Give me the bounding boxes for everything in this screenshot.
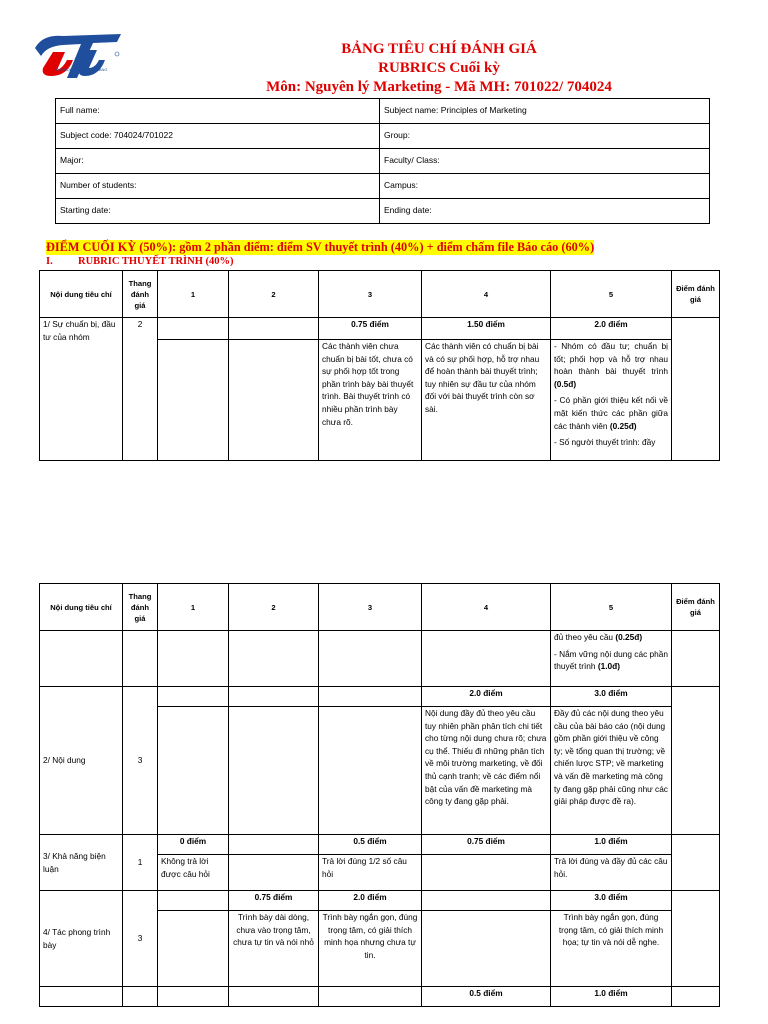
content-level-5-desc: Đầy đủ các nội dung theo yêu cầu của bài báo cáo (nội dung gồm phần giới thiệu về công ty; về tổng quan thị trường; về chiến lược STP; về marketing và vấn đề marketing mà công ty đang gặp phải cũng như các giải pháp được đề ra). (551, 707, 672, 835)
scale-preparation: 2 (123, 318, 158, 461)
prep-level-4-points: 1.50 điểm (422, 318, 551, 340)
rubric-table-part-2 (39, 583, 720, 1007)
criteria-argumentation: 3/ Khả năng biện luận (40, 835, 123, 891)
criteria-presentation-style: 4/ Tác phong trình bày (40, 891, 123, 987)
rubric-heading (46, 256, 234, 267)
style-level-5-desc: Trình bày ngắn gọn, đúng trọng tâm, có giải thích minh họa; tự tin và nói dễ nghe. (551, 911, 672, 987)
header-level-3: 3 (319, 584, 422, 631)
next-level-5-points: 1.0 điểm (551, 987, 672, 1007)
content-level-5-points: 3.0 điểm (551, 687, 672, 707)
rubric-table-part-1 (39, 270, 720, 461)
argue-level-3-points: 0.5 điểm (319, 835, 422, 855)
header-scale: Thang đánh giá (123, 584, 158, 631)
argue-level-3-desc: Trả lời đúng 1/2 số câu hỏi (319, 855, 422, 891)
style-level-5-points: 3.0 điểm (551, 891, 672, 911)
header-score: Điểm đánh giá (672, 271, 720, 318)
ending-date-field: Ending date: (380, 199, 710, 224)
header-score: Điểm đánh giá (672, 584, 720, 631)
subject-name-field: Subject name: Principles of Marketing (380, 99, 710, 124)
prep-level-5-points: 2.0 điểm (551, 318, 672, 340)
content-level-4-points: 2.0 điểm (422, 687, 551, 707)
final-score-heading: ĐIỂM CUỐI KỲ (50%): gồm 2 phần điểm: điểm SV thuyết trình (40%) + điểm chấm file Báo cáo (60%) (46, 240, 595, 254)
style-level-3-points: 2.0 điểm (319, 891, 422, 911)
logo-caption: ĐẠI HỌC TÔN ĐỨC THẮNG (56, 67, 108, 72)
header-level-5: 5 (551, 584, 672, 631)
prep-level-5-desc: - Nhóm có đầu tư; chuẩn bị tốt; phối hợp và hỗ trợ nhau hoàn thành bài thuyết trình (0.5đ) - Có phần giới thiệu kết nối về mặt kiến thức các phần giữa các thành viên (0.25đ) - Số người thuyết trình: đầy (551, 340, 672, 461)
number-of-students-field: Number of students: (56, 174, 380, 199)
campus-field: Campus: (380, 174, 710, 199)
criteria-content: 2/ Nội dung (40, 687, 123, 835)
style-level-3-desc: Trình bày ngắn gọn, đúng trọng tâm, có giải thích minh họa nhưng chưa tự tin. (319, 911, 422, 987)
scale-content: 3 (123, 687, 158, 835)
starting-date-field: Starting date: (56, 199, 380, 224)
header-criteria: Nội dung tiêu chí (40, 584, 123, 631)
argue-level-5-points: 1.0 điểm (551, 835, 672, 855)
content-level-4-desc: Nội dung đầy đủ theo yêu cầu tuy nhiên phần phân tích chi tiết cho từng nội dung chưa rõ; chưa cụ thể. Thiếu đi những phân tích về môi trường marketing, về đối thủ cạnh tranh; về các điểm nổi bật của vấn đề marketing mà công ty đang gặp phải. (422, 707, 551, 835)
header-level-4: 4 (422, 584, 551, 631)
course-line: Môn: Nguyên lý Marketing - Mã MH: 701022/ 704024 (266, 79, 612, 95)
prep-level-3-desc: Các thành viên chưa chuẩn bị bài tốt, chưa có sự phối hợp tốt trong phần trình bày bài thuyết trình. Bài thuyết trình có nhiều phần trình bày chưa rõ. (319, 340, 422, 461)
style-level-2-points: 0.75 điểm (229, 891, 319, 911)
document-subtitle: RUBRICS Cuối kỳ (378, 60, 500, 76)
student-info-table (55, 98, 710, 224)
prep-continued-desc: đủ theo yêu cầu (0.25đ) - Nắm vững nội dung các phần thuyết trình (1.0đ) (551, 631, 672, 687)
faculty-class-field: Faculty/ Class: (380, 149, 710, 174)
scale-presentation-style: 3 (123, 891, 158, 987)
group-field: Group: (380, 124, 710, 149)
prep-level-4-desc: Các thành viên có chuẩn bị bài và có sự phối hợp, hỗ trợ nhau để hoàn thành bài thuyết trình; tuy nhiên sự đầu tư của nhóm đối với bài thuyết trình còn sơ sài. (422, 340, 551, 461)
criteria-preparation: 1/ Sự chuẩn bị, đầu tư của nhóm (40, 318, 123, 461)
header-level-5: 5 (551, 271, 672, 318)
prep-level-3-points: 0.75 điểm (319, 318, 422, 340)
header-level-2: 2 (229, 584, 319, 631)
document-title: BẢNG TIÊU CHÍ ĐÁNH GIÁ (341, 41, 537, 57)
full-name-field: Full name: (56, 99, 380, 124)
rubric-heading-number: I. (46, 256, 53, 267)
header-level-1: 1 (158, 271, 229, 318)
header-level-4: 4 (422, 271, 551, 318)
argue-level-1-points: 0 điểm (158, 835, 229, 855)
next-level-4-points: 0.5 điểm (422, 987, 551, 1007)
subject-code-field: Subject code: 704024/701022 (56, 124, 380, 149)
scale-argumentation: 1 (123, 835, 158, 891)
header-level-3: 3 (319, 271, 422, 318)
header-criteria: Nội dung tiêu chí (40, 271, 123, 318)
rubric-heading-title: RUBRIC THUYẾT TRÌNH (40%) (78, 256, 234, 267)
major-field: Major: (56, 149, 380, 174)
argue-level-1-desc: Không trả lời được câu hỏi (158, 855, 229, 891)
argue-level-4-points: 0.75 điểm (422, 835, 551, 855)
style-level-2-desc: Trình bày dài dòng, chưa vào trọng tâm, chưa tự tin và nói nhỏ (229, 911, 319, 987)
header-scale: Thang đánh giá (123, 271, 158, 318)
header-level-1: 1 (158, 584, 229, 631)
argue-level-5-desc: Trả lời đúng và đầy đủ các câu hỏi. (551, 855, 672, 891)
header-level-2: 2 (229, 271, 319, 318)
